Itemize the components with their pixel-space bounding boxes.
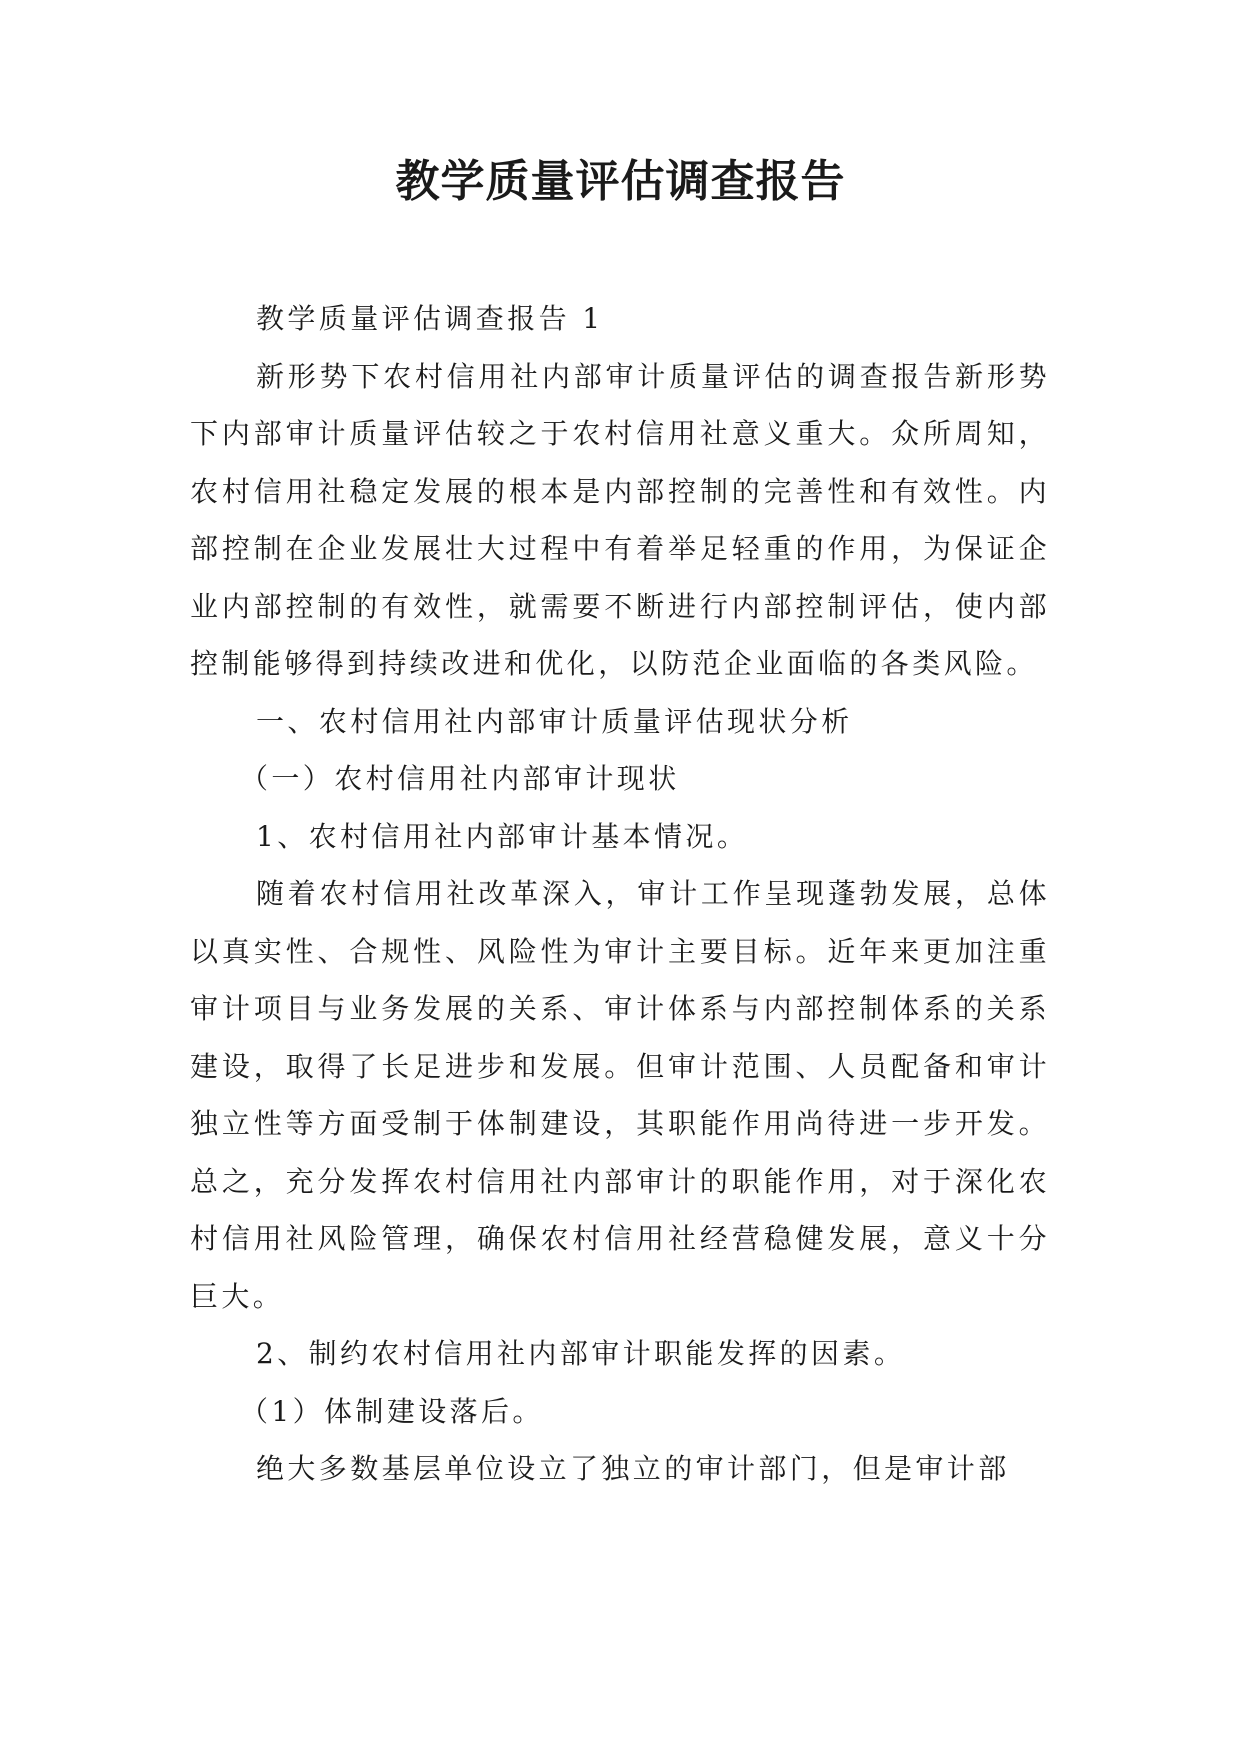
subsection-heading-1: （一）农村信用社内部审计现状 xyxy=(240,762,680,795)
sub-item-heading-1: （1）体制建设落后。 xyxy=(240,1394,544,1428)
paragraph-system: 绝大多数基层单位设立了独立的审计部门，但是审计部 xyxy=(256,1452,1010,1485)
section-heading-1: 一、农村信用社内部审计质量评估现状分析 xyxy=(256,704,853,738)
document-title: 教学质量评估调查报告 xyxy=(395,156,846,207)
paragraph-intro: 新形势下农村信用社内部审计质量评估的调查报告新形势下内部审计质量评估较之于农村信用社意义重大。众所周知，农村信用社稳定发展的根本是内部控制的完善性和有效性。内部控制在企业发展壮大过程中有着举足轻重的作用，为保证企业内部控制的有效性，就需要不断进行内部控制评估，使内部控制能够得到持续改进和优化，以防范企业面临的各类风险。 xyxy=(190,359,1050,680)
paragraph-audit-status: 随着农村信用社改革深入，审计工作呈现蓬勃发展，总体以真实性、合规性、风险性为审计主要目标。近年来更加注重审计项目与业务发展的关系、审计体系与内部控制体系的关系建设，取得了长足进步和发展。但审计范围、人员配备和审计独立性等方面受制于体制建设，其职能作用尚待进一步开发。总之，充分发挥农村信用社内部审计的职能作用，对于深化农村信用社风险管理，确保农村信用社经营稳健发展，意义十分巨大。 xyxy=(190,877,1050,1313)
document-body xyxy=(190,290,1050,1498)
report-subtitle: 教学质量评估调查报告 1 xyxy=(256,302,604,335)
item-heading-2: 2、制约农村信用社内部审计职能发挥的因素。 xyxy=(256,1337,906,1370)
item-heading-1: 1、农村信用社内部审计基本情况。 xyxy=(256,819,749,853)
